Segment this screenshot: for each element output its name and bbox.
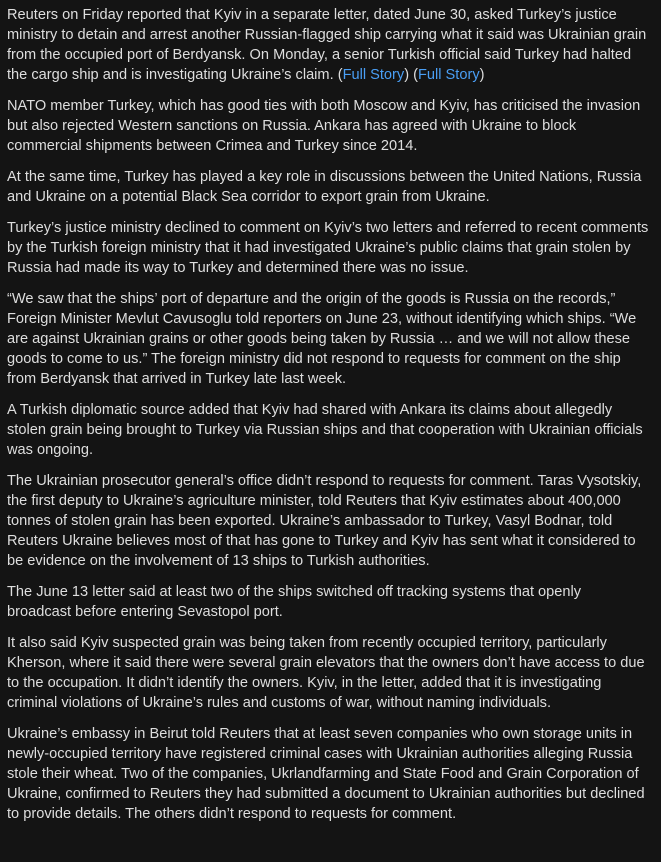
- paragraph-prosecutor-general: The Ukrainian prosecutor general’s office didn’t respond to requests for comment. Taras Vysotskiy, the first deputy to Ukraine’s agriculture minister, told Reuters that Kyiv estimates about 400,000 tonnes of stolen grain has been exported. Ukraine’s ambassador to Turkey, Vasyl Bodnar, told Reuters Ukraine believes most of that has gone to Turkey and Kyiv has sent what it considered to be evidence on the involvement of 13 ships to Turkish authorities.: [7, 473, 642, 569]
- paragraph-black-sea-corridor: At the same time, Turkey has played a key role in discussions between the United Nations, Russia and Ukraine on a potential Black Sea corridor to export grain from Ukraine.: [7, 169, 642, 205]
- paragraph-june-13-letter: The June 13 letter said at least two of the ships switched off tracking systems that openly broadcast before entering Sevastopol port.: [7, 584, 582, 620]
- full-story-link[interactable]: Full Story: [342, 67, 405, 83]
- paragraph-nato-turkey: NATO member Turkey, which has good ties with both Moscow and Kyiv, has criticised the invasion but also rejected Western sanctions on Russia. Ankara has agreed with Ukraine to block commercial shipments between Crimea and Turkey since 2014.: [7, 98, 641, 154]
- full-story-link-2[interactable]: Full Story: [417, 67, 480, 83]
- paragraph-kherson-elevators: It also said Kyiv suspected grain was being taken from recently occupied territory, particularly Kherson, where it said there were several grain elevators that the owners don’t have access to due to the occupation. It didn’t identify the owners. Kyiv, in the letter, added that it is investigating criminal violations of Ukraine’s rules and customs of war, without naming individuals.: [7, 635, 645, 711]
- paragraph-text: Reuters on Friday reported that Kyiv in a separate letter, dated June 30, asked Turkey’s justice ministry to detain and arrest another Russian-flagged ship carrying what it said was Ukrainian grain from the occupied port of Berdyansk. On Monday, a senior Turkish official said Turkey had halted the cargo ship and is investigating Ukraine’s claim. (: [7, 7, 647, 83]
- paragraph-diplomatic-source: A Turkish diplomatic source added that Kyiv had shared with Ankara its claims about allegedly stolen grain being brought to Turkey via Russian ships and that cooperation with Ukrainian officials was ongoing.: [7, 402, 643, 458]
- paragraph-justice-ministry: Turkey’s justice ministry declined to comment on Kyiv’s two letters and referred to recent comments by the Turkish foreign ministry that it had investigated Ukraine’s public claims that grain stolen by Russia had made its way to Turkey and determined there was no issue.: [7, 220, 649, 276]
- paragraph-berdyansk-ship: [7, 5, 649, 85]
- paragraph-cavusoglu-quote: “We saw that the ships’ port of departure and the origin of the goods is Russia on the records,” Foreign Minister Mevlut Cavusoglu told reporters on June 23, without identifying which ships. “We are against Ukrainian grains or other goods being taken by Russia … and we will not allow these goods to come to us.” The foreign ministry did not respond to requests for comment on the ship from Berdyansk that arrived in Turkey late last week.: [7, 291, 637, 387]
- paragraph-punctuation: ) (: [404, 67, 418, 83]
- paragraph-punctuation-end: ): [479, 67, 485, 83]
- paragraph-beirut-embassy: Ukraine’s embassy in Beirut told Reuters that at least seven companies who own storage units in newly-occupied territory have registered criminal cases with Ukrainian authorities alleging Russia stole their wheat. Two of the companies, Ukrlandfarming and State Food and Grain Corporation of Ukraine, confirmed to Reuters they had submitted a document to Ukrainian authorities but declined to provide details. The others didn’t respond to requests for comment.: [7, 726, 645, 822]
